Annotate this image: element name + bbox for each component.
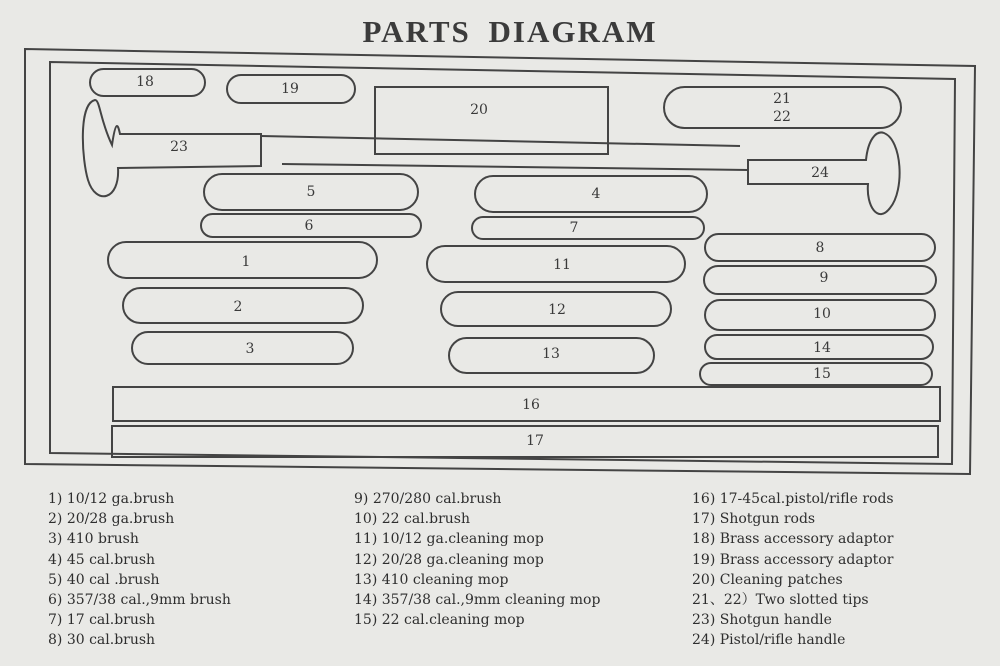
legend-item: 12) 20/28 ga.cleaning mop [354, 551, 544, 568]
part-9-label: 9 [819, 270, 829, 286]
part-8-label: 8 [815, 240, 825, 256]
part-23-rod-outline [261, 136, 740, 146]
part-17-outline [112, 426, 938, 457]
legend-item: 17) Shotgun rods [692, 511, 816, 528]
legend-item: 16) 17-45cal.pistol/rifle rods [692, 491, 894, 507]
legend-item: 13) 410 cleaning mop [354, 571, 509, 588]
case-inner-outline [50, 62, 955, 464]
legend-item: 6) 357/38 cal.,9mm brush [48, 591, 231, 608]
legend-item: 9) 270/280 cal.brush [354, 491, 502, 507]
legend-item: 19) Brass accessory adaptor [692, 551, 894, 568]
legend-item: 24) Pistol/rifle handle [692, 632, 846, 649]
legend-item: 23) Shotgun handle [692, 612, 832, 629]
legend-item: 5) 40 cal .brush [48, 571, 160, 588]
legend-item: 10) 22 cal.brush [354, 511, 470, 528]
legend-item: 1) 10/12 ga.brush [48, 491, 175, 507]
part-3-outline [132, 332, 353, 364]
legend-item: 3) 410 brush [48, 531, 139, 548]
part-11-label: 11 [553, 257, 571, 273]
part-17-label: 17 [526, 433, 544, 449]
part-16-label: 16 [522, 397, 540, 413]
part-20-label: 20 [470, 102, 488, 118]
legend-item: 2) 20/28 ga.brush [48, 511, 175, 528]
part-7-outline [472, 217, 704, 239]
part-4-label: 4 [591, 186, 601, 202]
legend-item: 8) 30 cal.brush [48, 632, 156, 649]
part-22-label: 22 [773, 109, 791, 125]
part-20-outline [375, 87, 608, 154]
part-24-rod-outline [282, 164, 748, 170]
part-12-label: 12 [548, 302, 566, 318]
part-19-label: 19 [281, 81, 299, 97]
part-15-label: 15 [813, 366, 831, 382]
legend-column-2 [354, 489, 600, 630]
part-10-label: 10 [813, 306, 831, 322]
legend-item: 14) 357/38 cal.,9mm cleaning mop [354, 591, 601, 608]
part-24-label: 24 [811, 165, 829, 181]
part-6-label: 6 [304, 218, 314, 234]
part-7-label: 7 [569, 220, 579, 236]
legend-column-1 [48, 489, 231, 651]
legend-item: 20) Cleaning patches [692, 571, 843, 588]
legend-item: 7) 17 cal.brush [48, 612, 156, 629]
part-21-label: 21 [773, 91, 791, 107]
part-1-label: 1 [241, 254, 251, 270]
part-2-label: 2 [233, 299, 243, 315]
part-2-outline [123, 288, 363, 323]
part-5-label: 5 [306, 184, 316, 200]
part-13-label: 13 [542, 346, 560, 362]
part-18-label: 18 [136, 74, 154, 90]
diagram-title: PARTS DIAGRAM [362, 14, 658, 49]
legend-item: 18) Brass accessory adaptor [692, 531, 894, 548]
part-14-label: 14 [813, 340, 831, 356]
legend-item: 15) 22 cal.cleaning mop [354, 612, 525, 629]
legend-item: 11) 10/12 ga.cleaning mop [354, 531, 544, 548]
part-23-label: 23 [170, 139, 188, 155]
part-3-label: 3 [245, 341, 255, 357]
legend-column-3 [692, 489, 894, 651]
legend-item: 21、22）Two slotted tips [692, 591, 869, 608]
legend-item: 4) 45 cal.brush [48, 551, 156, 568]
